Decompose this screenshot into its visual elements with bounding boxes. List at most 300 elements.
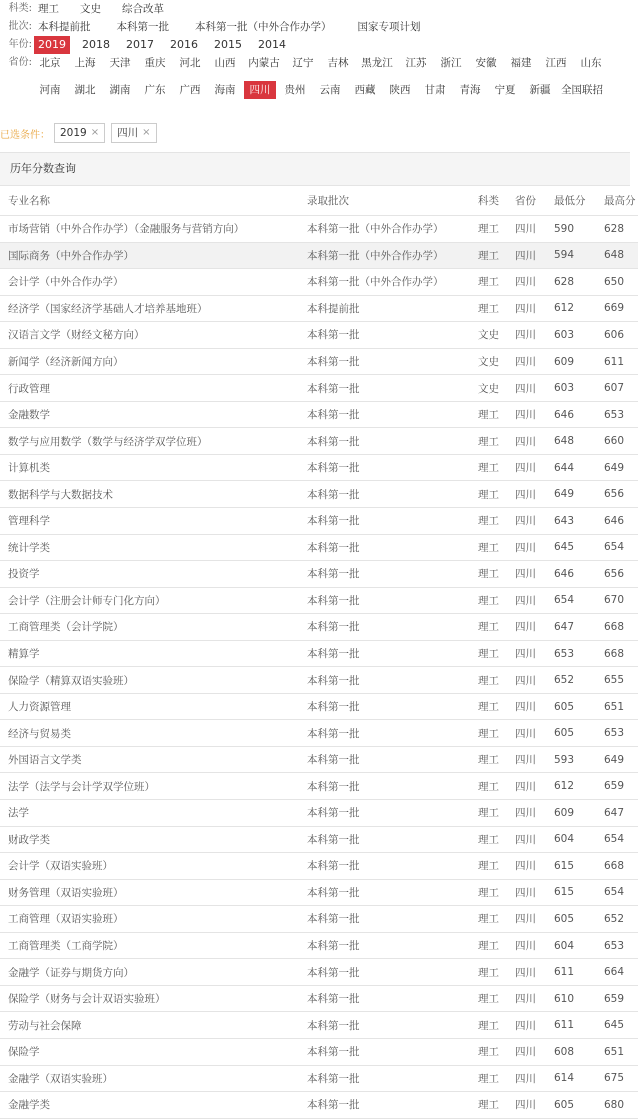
table-cell: 管理科学 bbox=[0, 508, 307, 535]
table-cell: 本科第一批 bbox=[307, 667, 478, 694]
selected-tag bbox=[54, 123, 105, 143]
filter-option-province[interactable]: 广东 bbox=[144, 84, 166, 96]
table-cell: 本科第一批 bbox=[307, 853, 478, 880]
table-cell: 四川 bbox=[515, 614, 554, 641]
table-cell: 理工 bbox=[478, 454, 515, 481]
table-row bbox=[0, 853, 638, 880]
table-cell: 法学 bbox=[0, 800, 307, 827]
filter-option-year[interactable]: 2017 bbox=[126, 38, 154, 51]
table-cell: 四川 bbox=[515, 242, 554, 269]
table-row bbox=[0, 640, 638, 667]
table-cell: 四川 bbox=[515, 481, 554, 508]
table-cell: 647 bbox=[604, 800, 638, 827]
table-cell: 654 bbox=[604, 534, 638, 561]
table-cell: 理工 bbox=[478, 1092, 515, 1119]
table-cell: 人力资源管理 bbox=[0, 693, 307, 720]
table-cell: 603 bbox=[554, 375, 604, 402]
table-cell: 610 bbox=[554, 985, 604, 1012]
table-cell: 本科第一批 bbox=[307, 454, 478, 481]
table-cell: 611 bbox=[554, 1012, 604, 1039]
table-cell: 669 bbox=[604, 295, 638, 322]
table-cell: 四川 bbox=[515, 322, 554, 349]
table-cell: 628 bbox=[554, 269, 604, 296]
table-cell: 四川 bbox=[515, 800, 554, 827]
table-row bbox=[0, 242, 638, 269]
table-cell: 四川 bbox=[515, 401, 554, 428]
table-cell: 本科第一批 bbox=[307, 401, 478, 428]
table-row bbox=[0, 269, 638, 296]
filter-label: 年份: bbox=[8, 39, 32, 50]
filter-label: 省份: bbox=[8, 57, 32, 68]
table-cell: 680 bbox=[604, 1092, 638, 1119]
filter-option-province[interactable]: 吉林 bbox=[327, 57, 349, 69]
table-row bbox=[0, 428, 638, 455]
table-cell: 659 bbox=[604, 773, 638, 800]
table-cell: 本科第一批 bbox=[307, 614, 478, 641]
table-cell: 四川 bbox=[515, 667, 554, 694]
table-cell: 651 bbox=[604, 1038, 638, 1065]
table-cell: 理工 bbox=[478, 985, 515, 1012]
table-cell: 646 bbox=[554, 401, 604, 428]
table-row bbox=[0, 587, 638, 614]
table-cell: 理工 bbox=[478, 853, 515, 880]
table-row bbox=[0, 879, 638, 906]
table-cell: 650 bbox=[604, 269, 638, 296]
column-header: 最高分 bbox=[604, 186, 638, 216]
table-cell: 656 bbox=[604, 481, 638, 508]
table-cell: 本科第一批 bbox=[307, 587, 478, 614]
table-row bbox=[0, 959, 638, 986]
table-cell: 四川 bbox=[515, 1012, 554, 1039]
filter-option-province[interactable]: 广西 bbox=[179, 84, 201, 96]
table-cell: 594 bbox=[554, 242, 604, 269]
table-cell: 605 bbox=[554, 693, 604, 720]
filter-option-province[interactable]: 湖南 bbox=[109, 84, 131, 96]
table-cell: 本科第一批 bbox=[307, 1012, 478, 1039]
table-cell: 本科第一批 bbox=[307, 773, 478, 800]
filter-option-province[interactable]: 云南 bbox=[319, 84, 341, 96]
table-cell: 四川 bbox=[515, 959, 554, 986]
selected-conditions bbox=[0, 122, 163, 144]
table-cell: 四川 bbox=[515, 720, 554, 747]
filter-option-province[interactable]: 重庆 bbox=[144, 57, 166, 69]
table-cell: 649 bbox=[604, 746, 638, 773]
table-cell: 四川 bbox=[515, 428, 554, 455]
table-cell: 外国语言文学类 bbox=[0, 746, 307, 773]
table-cell: 本科第一批 bbox=[307, 906, 478, 933]
table-cell: 市场营销（中外合作办学）（金融服务与营销方向） bbox=[0, 216, 307, 243]
table-cell: 675 bbox=[604, 1065, 638, 1092]
table-cell: 649 bbox=[554, 481, 604, 508]
table-cell: 劳动与社会保障 bbox=[0, 1012, 307, 1039]
table-row bbox=[0, 508, 638, 535]
table-cell: 理工 bbox=[478, 269, 515, 296]
table-cell: 四川 bbox=[515, 454, 554, 481]
table-cell: 本科第一批 bbox=[307, 720, 478, 747]
table-row bbox=[0, 1092, 638, 1119]
table-cell: 文史 bbox=[478, 375, 515, 402]
table-cell: 本科第一批 bbox=[307, 1038, 478, 1065]
table-cell: 605 bbox=[554, 720, 604, 747]
filter-option-province[interactable]: 黑龙江 bbox=[361, 57, 393, 69]
selected-tag-label: 四川 bbox=[117, 127, 139, 139]
table-cell: 670 bbox=[604, 587, 638, 614]
filter-option-kelei[interactable]: 文史 bbox=[80, 3, 101, 15]
table-cell: 645 bbox=[604, 1012, 638, 1039]
table-cell: 统计学类 bbox=[0, 534, 307, 561]
table-cell: 本科第一批 bbox=[307, 826, 478, 853]
filter-option-province[interactable]: 西藏 bbox=[354, 84, 376, 96]
table-cell: 数学与应用数学（数学与经济学双学位班） bbox=[0, 428, 307, 455]
table-cell: 609 bbox=[554, 800, 604, 827]
selected-tag-label: 2019 bbox=[60, 127, 87, 139]
table-row bbox=[0, 746, 638, 773]
table-cell: 本科第一批 bbox=[307, 1065, 478, 1092]
table-cell: 605 bbox=[554, 1092, 604, 1119]
table-row bbox=[0, 1038, 638, 1065]
filter-option-province[interactable]: 宁夏 bbox=[494, 84, 516, 96]
filter-option-province[interactable]: 北京 bbox=[39, 57, 61, 69]
table-cell: 四川 bbox=[515, 1065, 554, 1092]
table-cell: 646 bbox=[554, 561, 604, 588]
table-row bbox=[0, 216, 638, 243]
table-cell: 608 bbox=[554, 1038, 604, 1065]
table-cell: 理工 bbox=[478, 1012, 515, 1039]
filter-option-year[interactable]: 2016 bbox=[170, 38, 198, 51]
table-cell: 四川 bbox=[515, 879, 554, 906]
filter-panel bbox=[0, 0, 630, 108]
table-cell: 法学（法学与会计学双学位班） bbox=[0, 773, 307, 800]
table-cell: 经济与贸易类 bbox=[0, 720, 307, 747]
table-cell: 本科第一批 bbox=[307, 534, 478, 561]
table-row bbox=[0, 481, 638, 508]
table-cell: 汉语言文学（财经文秘方向） bbox=[0, 322, 307, 349]
table-cell: 本科第一批 bbox=[307, 746, 478, 773]
filter-option-year[interactable]: 2019 bbox=[34, 36, 70, 54]
table-row bbox=[0, 667, 638, 694]
filter-option-province[interactable]: 安徽 bbox=[475, 57, 497, 69]
table-row bbox=[0, 932, 638, 959]
table-cell: 651 bbox=[604, 693, 638, 720]
table-row bbox=[0, 561, 638, 588]
table-cell: 理工 bbox=[478, 746, 515, 773]
table-cell: 611 bbox=[604, 348, 638, 375]
table-cell: 行政管理 bbox=[0, 375, 307, 402]
column-header: 最低分 bbox=[554, 186, 604, 216]
table-cell: 四川 bbox=[515, 375, 554, 402]
table-cell: 644 bbox=[554, 454, 604, 481]
table-cell: 本科第一批 bbox=[307, 375, 478, 402]
column-header: 录取批次 bbox=[307, 186, 478, 216]
table-cell: 653 bbox=[604, 720, 638, 747]
table-cell: 四川 bbox=[515, 826, 554, 853]
filter-option-province[interactable]: 甘肃 bbox=[424, 84, 446, 96]
table-cell: 603 bbox=[554, 322, 604, 349]
filter-option-province[interactable]: 江西 bbox=[545, 57, 567, 69]
table-cell: 会计学（中外合作办学） bbox=[0, 269, 307, 296]
table-cell: 四川 bbox=[515, 932, 554, 959]
table-row bbox=[0, 693, 638, 720]
table-cell: 660 bbox=[604, 428, 638, 455]
table-cell: 656 bbox=[604, 561, 638, 588]
table-cell: 609 bbox=[554, 348, 604, 375]
table-cell: 四川 bbox=[515, 906, 554, 933]
table-cell: 612 bbox=[554, 773, 604, 800]
table-cell: 本科第一批（中外合作办学） bbox=[307, 242, 478, 269]
table-cell: 精算学 bbox=[0, 640, 307, 667]
table-cell: 理工 bbox=[478, 216, 515, 243]
table-cell: 四川 bbox=[515, 216, 554, 243]
table-cell: 财政学类 bbox=[0, 826, 307, 853]
table-row bbox=[0, 1065, 638, 1092]
table-cell: 理工 bbox=[478, 879, 515, 906]
table-cell: 604 bbox=[554, 932, 604, 959]
table-cell: 理工 bbox=[478, 667, 515, 694]
table-cell: 四川 bbox=[515, 853, 554, 880]
table-cell: 文史 bbox=[478, 348, 515, 375]
table-cell: 653 bbox=[604, 932, 638, 959]
table-cell: 本科第一批 bbox=[307, 1092, 478, 1119]
filter-option-province[interactable]: 陕西 bbox=[389, 84, 411, 96]
table-cell: 四川 bbox=[515, 348, 554, 375]
table-cell: 四川 bbox=[515, 534, 554, 561]
table-cell: 金融数学 bbox=[0, 401, 307, 428]
table-cell: 654 bbox=[604, 879, 638, 906]
table-row bbox=[0, 906, 638, 933]
table-cell: 四川 bbox=[515, 561, 554, 588]
table-cell: 文史 bbox=[478, 322, 515, 349]
filter-option-province[interactable]: 湖北 bbox=[74, 84, 96, 96]
table-cell: 本科第一批 bbox=[307, 481, 478, 508]
table-cell: 654 bbox=[554, 587, 604, 614]
table-cell: 664 bbox=[604, 959, 638, 986]
table-cell: 653 bbox=[604, 401, 638, 428]
table-cell: 668 bbox=[604, 614, 638, 641]
table-cell: 本科第一批（中外合作办学） bbox=[307, 269, 478, 296]
filter-row-year bbox=[0, 36, 630, 54]
filter-option-province[interactable]: 浙江 bbox=[440, 57, 462, 69]
table-cell: 新闻学（经济新闻方向） bbox=[0, 348, 307, 375]
table-row bbox=[0, 985, 638, 1012]
filter-row-province bbox=[0, 54, 630, 108]
table-row bbox=[0, 800, 638, 827]
table-cell: 本科第一批 bbox=[307, 322, 478, 349]
filter-option-province[interactable]: 内蒙古 bbox=[248, 57, 280, 69]
filter-option-province[interactable]: 四川 bbox=[244, 81, 276, 99]
table-cell: 646 bbox=[604, 508, 638, 535]
table-cell: 投资学 bbox=[0, 561, 307, 588]
table-cell: 本科提前批 bbox=[307, 295, 478, 322]
table-cell: 本科第一批 bbox=[307, 879, 478, 906]
table-cell: 理工 bbox=[478, 640, 515, 667]
table-cell: 四川 bbox=[515, 746, 554, 773]
table-cell: 金融学（双语实验班） bbox=[0, 1065, 307, 1092]
table-cell: 668 bbox=[604, 853, 638, 880]
table-cell: 本科第一批 bbox=[307, 985, 478, 1012]
filter-label: 科类: bbox=[8, 3, 32, 14]
table-cell: 605 bbox=[554, 906, 604, 933]
table-cell: 理工 bbox=[478, 959, 515, 986]
filter-option-province[interactable]: 河南 bbox=[39, 84, 61, 96]
selected-tag bbox=[111, 123, 156, 143]
table-cell: 金融学类 bbox=[0, 1092, 307, 1119]
table-cell: 理工 bbox=[478, 401, 515, 428]
filter-option-pici[interactable]: 本科第一批（中外合作办学） bbox=[195, 21, 332, 33]
table-cell: 本科第一批 bbox=[307, 348, 478, 375]
table-cell: 工商管理类（会计学院） bbox=[0, 614, 307, 641]
table-cell: 615 bbox=[554, 879, 604, 906]
table-cell: 理工 bbox=[478, 587, 515, 614]
table-cell: 本科第一批 bbox=[307, 932, 478, 959]
table-row bbox=[0, 348, 638, 375]
filter-option-year[interactable]: 2014 bbox=[258, 38, 286, 51]
table-cell: 保险学 bbox=[0, 1038, 307, 1065]
table-cell: 理工 bbox=[478, 1038, 515, 1065]
table-cell: 607 bbox=[604, 375, 638, 402]
table-row bbox=[0, 454, 638, 481]
table-cell: 648 bbox=[604, 242, 638, 269]
table-cell: 655 bbox=[604, 667, 638, 694]
filter-option-province[interactable]: 贵州 bbox=[284, 84, 306, 96]
table-cell: 643 bbox=[554, 508, 604, 535]
filter-option-pici[interactable]: 本科第一批 bbox=[116, 21, 169, 33]
table-cell: 628 bbox=[604, 216, 638, 243]
table-cell: 本科第一批 bbox=[307, 800, 478, 827]
table-cell: 本科第一批 bbox=[307, 693, 478, 720]
table-cell: 工商管理（双语实验班） bbox=[0, 906, 307, 933]
table-cell: 理工 bbox=[478, 534, 515, 561]
filter-option-province[interactable]: 辽宁 bbox=[292, 57, 314, 69]
table-cell: 理工 bbox=[478, 481, 515, 508]
table-cell: 四川 bbox=[515, 269, 554, 296]
table-cell: 四川 bbox=[515, 693, 554, 720]
table-cell: 计算机类 bbox=[0, 454, 307, 481]
table-cell: 612 bbox=[554, 295, 604, 322]
filter-option-year[interactable]: 2015 bbox=[214, 38, 242, 51]
filter-label: 批次: bbox=[8, 21, 32, 32]
table-cell: 会计学（注册会计师专门化方向） bbox=[0, 587, 307, 614]
filter-option-province[interactable]: 山西 bbox=[214, 57, 236, 69]
filter-option-province[interactable]: 天津 bbox=[109, 57, 131, 69]
table-cell: 590 bbox=[554, 216, 604, 243]
filter-option-province[interactable]: 河北 bbox=[179, 57, 201, 69]
table-row bbox=[0, 375, 638, 402]
selected-conditions-label: 已选条件： bbox=[0, 129, 50, 141]
table-cell: 理工 bbox=[478, 800, 515, 827]
table-row bbox=[0, 773, 638, 800]
table-cell: 606 bbox=[604, 322, 638, 349]
table-cell: 数据科学与大数据技术 bbox=[0, 481, 307, 508]
table-cell: 财务管理（双语实验班） bbox=[0, 879, 307, 906]
remove-tag-icon[interactable]: × bbox=[142, 127, 151, 138]
table-cell: 604 bbox=[554, 826, 604, 853]
filter-row-kelei bbox=[0, 0, 630, 18]
table-row bbox=[0, 720, 638, 747]
table-cell: 四川 bbox=[515, 508, 554, 535]
filter-option-province[interactable]: 山东 bbox=[580, 57, 602, 69]
table-cell: 理工 bbox=[478, 773, 515, 800]
filter-option-pici[interactable]: 本科提前批 bbox=[38, 21, 91, 33]
table-cell: 四川 bbox=[515, 295, 554, 322]
column-header: 省份 bbox=[515, 186, 554, 216]
table-cell: 652 bbox=[554, 667, 604, 694]
table-cell: 本科第一批（中外合作办学） bbox=[307, 216, 478, 243]
score-panel bbox=[0, 152, 636, 1119]
filter-option-province[interactable]: 福建 bbox=[510, 57, 532, 69]
table-cell: 654 bbox=[604, 826, 638, 853]
filter-option-kelei[interactable]: 综合改革 bbox=[122, 3, 164, 15]
table-cell: 保险学（精算双语实验班） bbox=[0, 667, 307, 694]
table-cell: 本科第一批 bbox=[307, 561, 478, 588]
filter-option-province[interactable]: 全国联招 bbox=[561, 84, 603, 96]
table-cell: 本科第一批 bbox=[307, 959, 478, 986]
table-cell: 649 bbox=[604, 454, 638, 481]
table-cell: 金融学（证券与期货方向） bbox=[0, 959, 307, 986]
table-cell: 四川 bbox=[515, 1092, 554, 1119]
table-cell: 653 bbox=[554, 640, 604, 667]
table-cell: 理工 bbox=[478, 295, 515, 322]
score-table bbox=[0, 186, 638, 1119]
table-cell: 理工 bbox=[478, 693, 515, 720]
table-row bbox=[0, 826, 638, 853]
table-cell: 652 bbox=[604, 906, 638, 933]
table-cell: 四川 bbox=[515, 985, 554, 1012]
filter-row-pici bbox=[0, 18, 630, 36]
table-cell: 四川 bbox=[515, 587, 554, 614]
table-cell: 会计学（双语实验班） bbox=[0, 853, 307, 880]
table-cell: 理工 bbox=[478, 826, 515, 853]
filter-option-province[interactable]: 上海 bbox=[74, 57, 96, 69]
filter-option-pici[interactable]: 国家专项计划 bbox=[357, 21, 421, 33]
filter-option-kelei[interactable]: 理工 bbox=[38, 3, 59, 15]
table-cell: 668 bbox=[604, 640, 638, 667]
table-row bbox=[0, 295, 638, 322]
table-cell: 四川 bbox=[515, 773, 554, 800]
table-row bbox=[0, 1012, 638, 1039]
table-cell: 648 bbox=[554, 428, 604, 455]
table-cell: 工商管理类（工商学院） bbox=[0, 932, 307, 959]
table-cell: 四川 bbox=[515, 1038, 554, 1065]
filter-option-year[interactable]: 2018 bbox=[82, 38, 110, 51]
table-row bbox=[0, 614, 638, 641]
table-cell: 647 bbox=[554, 614, 604, 641]
table-cell: 614 bbox=[554, 1065, 604, 1092]
table-cell: 理工 bbox=[478, 932, 515, 959]
table-cell: 理工 bbox=[478, 242, 515, 269]
column-header: 科类 bbox=[478, 186, 515, 216]
table-cell: 理工 bbox=[478, 906, 515, 933]
panel-title: 历年分数查询 bbox=[0, 152, 630, 186]
table-cell: 659 bbox=[604, 985, 638, 1012]
table-cell: 经济学（国家经济学基础人才培养基地班） bbox=[0, 295, 307, 322]
filter-option-province[interactable]: 江苏 bbox=[405, 57, 427, 69]
table-cell: 理工 bbox=[478, 561, 515, 588]
table-cell: 593 bbox=[554, 746, 604, 773]
table-row bbox=[0, 401, 638, 428]
table-cell: 理工 bbox=[478, 720, 515, 747]
remove-tag-icon[interactable]: × bbox=[90, 127, 100, 138]
table-cell: 四川 bbox=[515, 640, 554, 667]
table-cell: 本科第一批 bbox=[307, 640, 478, 667]
table-cell: 理工 bbox=[478, 428, 515, 455]
filter-option-province[interactable]: 青海 bbox=[459, 84, 481, 96]
table-cell: 本科第一批 bbox=[307, 508, 478, 535]
filter-option-province[interactable]: 海南 bbox=[214, 84, 236, 96]
table-cell: 保险学（财务与会计双语实验班） bbox=[0, 985, 307, 1012]
column-header: 专业名称 bbox=[0, 186, 307, 216]
table-row bbox=[0, 322, 638, 349]
filter-option-province[interactable]: 新疆 bbox=[529, 84, 551, 96]
